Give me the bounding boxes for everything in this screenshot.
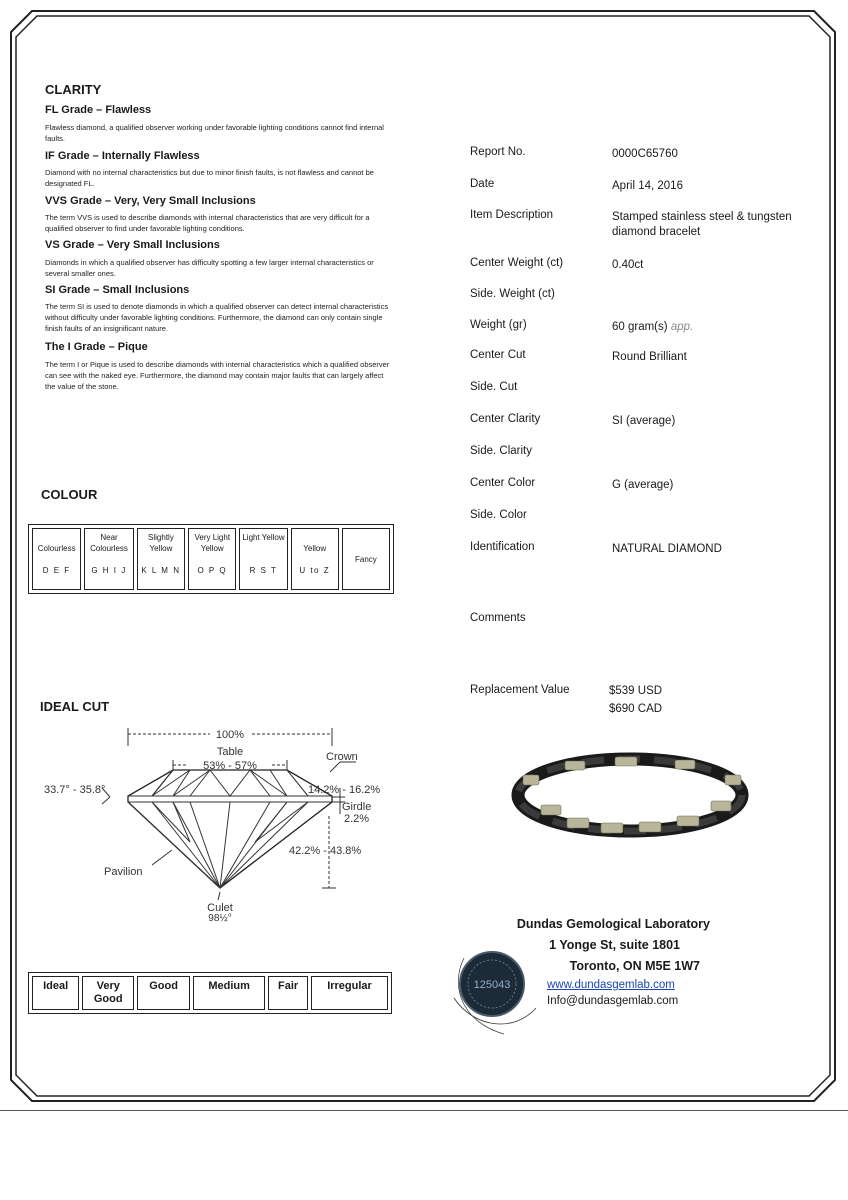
- grade-vs-title: VS Grade – Very Small Inclusions: [45, 239, 220, 251]
- date-value: April 14, 2016: [612, 180, 683, 192]
- weight-value: [612, 320, 822, 335]
- lab-email[interactable]: Info@dundasgemlab.com: [547, 995, 679, 1007]
- cut-grade-cell: Fair: [268, 976, 308, 1010]
- clarity-heading: CLARITY: [45, 82, 102, 97]
- center-weight-value: 0.40ct: [612, 259, 644, 271]
- label-crown: Crown: [326, 751, 358, 763]
- label-pavilion-depth: 42.2% - 43.8%: [289, 845, 362, 857]
- identification-value: NATURAL DIAMOND: [612, 543, 722, 555]
- label-girdle: Girdle: [342, 801, 372, 813]
- center-cut-label: Center Cut: [470, 349, 526, 361]
- cut-grade-cell: Good: [137, 976, 190, 1010]
- side-clarity-label: Side. Clarity: [470, 445, 532, 457]
- label-girdle-value: 2.2%: [344, 813, 370, 825]
- colour-cell-name: Fancy: [355, 554, 377, 564]
- lab-seal-hologram: [444, 938, 544, 1038]
- grade-vvs-desc: The term VVS is used to describe diamonds with internal characteristics that are very difficult for a qualified observer to find under favorable lighting conditions.: [45, 213, 370, 233]
- cut-grade-cell: Very Good: [82, 976, 134, 1010]
- colour-cell: [137, 528, 185, 590]
- replacement-cad: $690 CAD: [609, 703, 663, 715]
- colour-cell-name: Very Light Yellow: [194, 533, 231, 553]
- side-weight-label: Side. Weight (ct): [470, 288, 555, 300]
- label-pavilion: Pavilion: [104, 866, 143, 878]
- center-cut-value: Round Brilliant: [612, 351, 687, 363]
- bracelet-photo: [505, 745, 755, 845]
- colour-cell-code: D E F: [42, 566, 71, 575]
- colour-cell: [188, 528, 236, 590]
- colour-cell-code: U to Z: [299, 566, 331, 575]
- center-weight-label: Center Weight (ct): [470, 257, 564, 269]
- seal-number: 125043: [473, 979, 511, 991]
- report-no-value: 0000C65760: [612, 148, 678, 160]
- side-cut-label: Side. Cut: [470, 381, 518, 393]
- weight-note: app.: [670, 321, 694, 333]
- colour-cell-code: K L M N: [141, 566, 181, 575]
- colour-heading: COLOUR: [41, 487, 98, 502]
- grade-fl-desc: Flawless diamond, a qualified observer working under favorable lighting conditions cannot find internal faults.: [45, 123, 384, 143]
- grade-i-title: The I Grade – Pique: [45, 341, 148, 353]
- page-divider: [0, 1110, 848, 1111]
- colour-cell-name: Slightly Yellow: [148, 533, 174, 553]
- label-culet: Culet: [207, 902, 233, 914]
- colour-cell-name: Yellow: [303, 544, 327, 553]
- label-crown-height: 14.2% - 16.2%: [308, 784, 381, 796]
- lab-website-link[interactable]: www.dundasgemlab.com: [547, 979, 675, 991]
- grade-si-desc: The term SI is used to denote diamonds in which a qualified observer can detect internal characteristics without difficulty under favorable lighting conditions. Furthermore, the diamond can only contain single finish faults of an insignificant nature.: [45, 302, 389, 333]
- label-table-range: 53% - 57%: [203, 760, 257, 772]
- colour-cell: [342, 528, 390, 590]
- grade-fl-title: FL Grade – Flawless: [45, 104, 152, 116]
- grade-vs-desc: Diamonds in which a qualified observer has difficulty spotting a few larger internal characteristics or several smaller ones.: [45, 258, 374, 278]
- comments-label: Comments: [470, 612, 526, 624]
- lab-address-1: 1 Yonge St, suite 1801: [549, 938, 680, 952]
- grade-if-desc: Diamond with no internal characteristics but due to minor finish faults, is not flawless and cannot be designated FL.: [45, 168, 374, 188]
- colour-scale-table: [28, 524, 394, 594]
- grade-si-title: SI Grade – Small Inclusions: [45, 284, 190, 296]
- weight-label: Weight (gr): [470, 319, 527, 331]
- colour-cell-name: Light Yellow: [242, 533, 285, 542]
- center-color-label: Center Color: [470, 477, 536, 489]
- item-description-label: Item Description: [470, 209, 554, 221]
- report-no-label: Report No.: [470, 146, 526, 158]
- grade-i-desc: The term I or Pique is used to describe diamonds with internal characteristics which a qualified observer can see with the naked eye. Furthermore, the diamond may contain major faults that can largely affect the value of the stone.: [45, 360, 390, 391]
- colour-cell-code: O P Q: [197, 566, 228, 575]
- colour-cell: [291, 528, 339, 590]
- center-color-value: G (average): [612, 479, 674, 491]
- ideal-cut-heading: IDEAL CUT: [40, 699, 110, 714]
- colour-cell-name: Near Colourless: [90, 533, 128, 553]
- label-crown-angle: 33.7° - 35.8°: [44, 784, 106, 796]
- colour-cell: [239, 528, 287, 590]
- colour-cell: [84, 528, 133, 590]
- label-culet-value: 98½°: [208, 913, 232, 922]
- weight-amount: 60 gram(s): [612, 321, 668, 333]
- center-clarity-label: Center Clarity: [470, 413, 541, 425]
- grade-vvs-title: VVS Grade – Very, Very Small Inclusions: [45, 195, 256, 207]
- date-label: Date: [470, 178, 495, 190]
- diamond-proportions-diagram: [40, 722, 400, 922]
- colour-cell-code: R S T: [249, 566, 278, 575]
- colour-cell-name: Colourless: [37, 544, 76, 553]
- label-table: Table: [216, 746, 244, 758]
- identification-label: Identification: [470, 541, 535, 553]
- lab-address-2: Toronto, ON M5E 1W7: [569, 959, 700, 973]
- replacement-value-label: Replacement Value: [470, 684, 570, 696]
- label-total-width: 100%: [215, 729, 245, 741]
- replacement-usd: $539 USD: [609, 685, 663, 697]
- cut-grade-cell: Medium: [193, 976, 265, 1010]
- cut-grade-cell: Ideal: [32, 976, 79, 1010]
- lab-name: Dundas Gemological Laboratory: [516, 917, 710, 931]
- side-color-label: Side. Color: [470, 509, 527, 521]
- colour-cell: [32, 528, 81, 590]
- center-clarity-value: SI (average): [612, 415, 676, 427]
- colour-cell-code: G H I J: [91, 566, 127, 575]
- cut-grade-table: [28, 972, 392, 1014]
- item-description-value: Stamped stainless steel & tungsten diamond bracelet: [612, 211, 792, 238]
- cut-grade-cell: Irregular: [311, 976, 388, 1010]
- grade-if-title: IF Grade – Internally Flawless: [45, 150, 200, 162]
